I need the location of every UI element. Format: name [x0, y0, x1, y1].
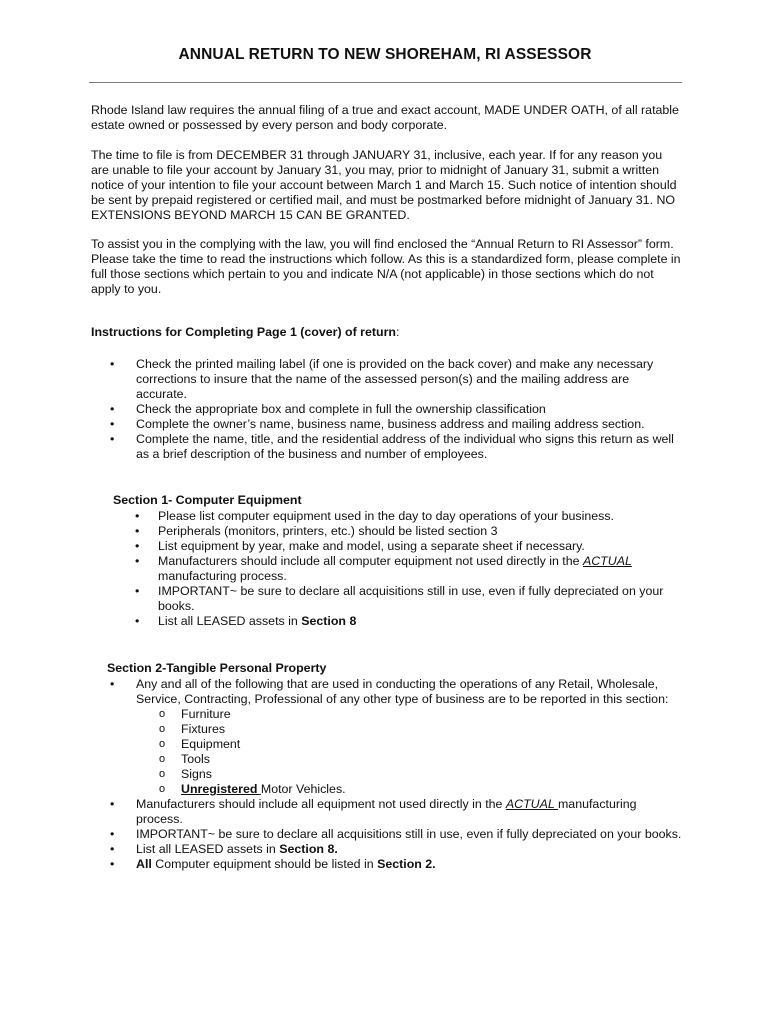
- instructions-heading-colon: :: [395, 325, 400, 339]
- list-item: • Peripherals (monitors, printers, etc.) should be listed section 3: [113, 524, 683, 539]
- item-text: manufacturing process.: [158, 569, 287, 583]
- list-item: • Check the printed mailing label (if one is provided on the back cover) and make any necessary corrections to insure that the name of the assessed person(s) and the mailing address are accurate.: [91, 357, 683, 402]
- list-item: [91, 797, 683, 827]
- list-item: [91, 677, 683, 797]
- sublist-item: o Fixtures: [136, 722, 683, 737]
- filing-period-paragraph: The time to file is from DECEMBER 31 through JANUARY 31, inclusive, each year. If for any reason you are unable to file your account by January 31, you may, prior to midnight of January 31, submit a written notice of your intention to file your account between March 1 and March 15. Such notice of intention should be sent by prepaid registered or certified mail, and must be postmarked before midnight of January 31. NO EXTENSIONS BEYOND MARCH 15 CAN BE GRANTED.: [91, 148, 677, 222]
- section-reference: Section 8.: [279, 842, 338, 856]
- section-reference: Section 8: [301, 614, 357, 628]
- unregistered-emphasis: Unregistered: [181, 782, 261, 796]
- list-item: • List equipment by year, make and model, using a separate sheet if necessary.: [113, 539, 683, 554]
- sublist-item: o Tools: [136, 752, 683, 767]
- list-item: [91, 842, 683, 857]
- instructions-heading-text: Instructions for Completing Page 1 (cover) of return: [91, 325, 396, 339]
- list-item: • Complete the name, title, and the residential address of the individual who signs this return as well as a brief description of the business and number of employees.: [91, 432, 683, 462]
- item-text: Motor Vehicles.: [260, 782, 346, 796]
- list-item: • Please list computer equipment used in the day to day operations of your business.: [113, 509, 683, 524]
- list-item: [113, 554, 683, 584]
- actual-emphasis: ACTUAL: [505, 797, 558, 811]
- section2-heading: Section 2-Tangible Personal Property: [107, 661, 327, 675]
- item-text: List all LEASED assets in: [158, 614, 302, 628]
- item-text: Computer equipment should be listed in: [151, 857, 378, 871]
- item-text: Manufacturers should include all computer equipment not used directly in the: [158, 554, 583, 568]
- list-item: • IMPORTANT~ be sure to declare all acquisitions still in use, even if fully depreciated on your books.: [113, 584, 683, 614]
- actual-emphasis: ACTUAL: [582, 554, 632, 568]
- list-item: • Complete the owner’s name, business name, business address and mailing address section.: [91, 417, 683, 432]
- item-text: List all LEASED assets in: [136, 842, 280, 856]
- section1-heading: Section 1- Computer Equipment: [113, 493, 302, 507]
- title-divider: [89, 82, 682, 83]
- sublist-item: o Signs: [136, 767, 683, 782]
- list-item: [91, 857, 683, 872]
- item-text: Manufacturers should include all equipment not used directly in the: [136, 797, 506, 811]
- property-sublist: [136, 707, 683, 797]
- page-title: ANNUAL RETURN TO NEW SHOREHAM, RI ASSESSOR: [178, 46, 592, 63]
- list-item: • Check the appropriate box and complete in full the ownership classification: [91, 402, 683, 417]
- instructions-list: [91, 357, 683, 462]
- intro-paragraph: Rhode Island law requires the annual filing of a true and exact account, MADE UNDER OATH, of all ratable estate owned or possessed by every person and body corporate.: [91, 103, 679, 132]
- section2-list: [91, 677, 683, 872]
- sublist-item: o Equipment: [136, 737, 683, 752]
- section-reference: Section 2.: [377, 857, 436, 871]
- sublist-item: [136, 782, 683, 797]
- item-text: manufacturing process.: [136, 797, 637, 826]
- list-item: • IMPORTANT~ be sure to declare all acquisitions still in use, even if fully depreciated on your books.: [91, 827, 683, 842]
- list-item: [113, 614, 683, 629]
- sublist-item: o Furniture: [136, 707, 683, 722]
- item-text: Any and all of the following that are used in conducting the operations of any Retail, Wholesale, Service, Contracting, Professional of any other type of business are to be reported in this section:: [136, 677, 669, 706]
- instructions-heading: [91, 325, 683, 340]
- assistance-paragraph: To assist you in the complying with the law, you will find enclosed the “Annual Return to RI Assessor” form. Please take the time to read the instructions which follow. As this is a standardized form, please complete in full those sections which pertain to you and indicate N/A (not applicable) in those sections which do not apply to you.: [91, 237, 681, 296]
- all-emphasis: All: [136, 857, 152, 871]
- section1-list: [113, 509, 683, 629]
